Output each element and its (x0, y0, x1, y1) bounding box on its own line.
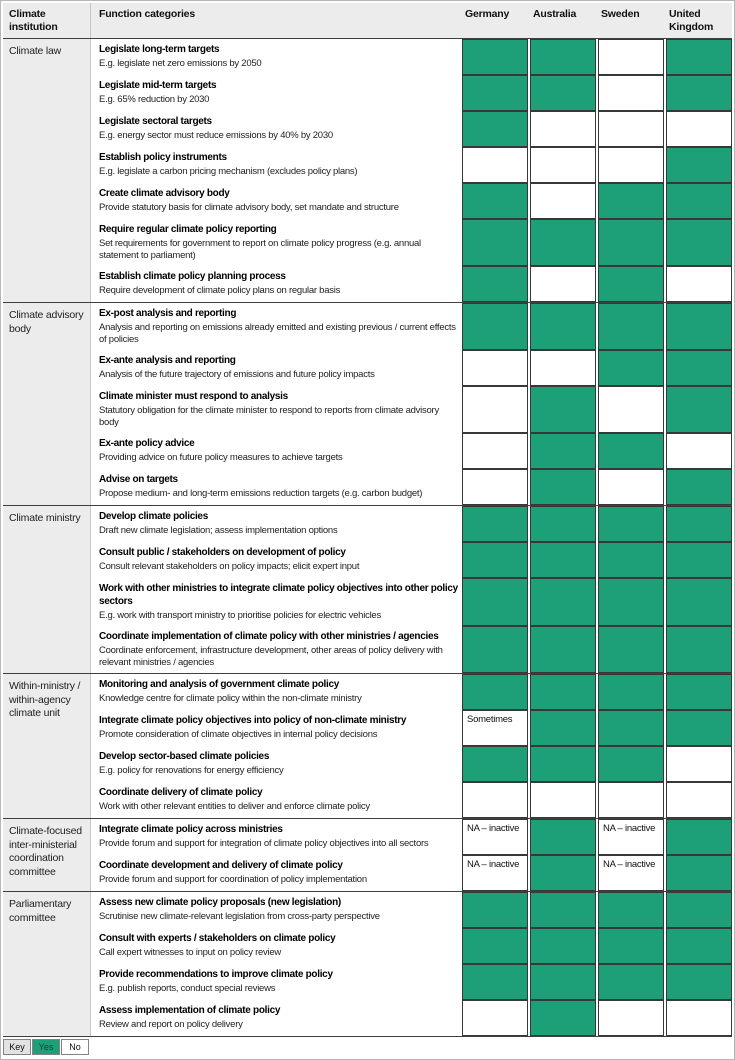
function-row (91, 819, 732, 855)
function-row (91, 39, 732, 75)
function-example: Providing advice on future policy measures to achieve targets (99, 452, 343, 463)
matrix-cell-australia (530, 1000, 596, 1036)
institution-label: Parliamentary committee (3, 892, 91, 1036)
matrix-cell-sweden (598, 183, 664, 219)
institution-label: Climate law (3, 39, 91, 302)
function-title: Provide recommendations to improve climate policy (99, 969, 333, 980)
function-title: Require regular climate policy reporting (99, 224, 277, 235)
matrix-cell-united-kingdom (666, 626, 732, 673)
section-rows (91, 819, 732, 891)
function-title: Legislate sectoral targets (99, 116, 212, 127)
matrix-cell-germany (462, 964, 528, 1000)
matrix-cell-united-kingdom (666, 39, 732, 75)
matrix-cell-united-kingdom (666, 266, 732, 302)
section-rows (91, 506, 732, 673)
function-row (91, 928, 732, 964)
matrix-cell-united-kingdom (666, 183, 732, 219)
matrix-cell-text: Sometimes (467, 714, 513, 725)
matrix-cell-united-kingdom (666, 855, 732, 891)
matrix-cell-united-kingdom (666, 469, 732, 505)
matrix-cell-germany (462, 710, 528, 746)
section-climate-focused-inter-ministerial-coordination-committee (3, 818, 732, 891)
function-row (91, 1000, 732, 1036)
legend-no-swatch: No (61, 1039, 89, 1055)
matrix-cell-text: NA – inactive (467, 823, 520, 834)
section-climate-law (3, 38, 732, 302)
function-cell (91, 892, 462, 928)
matrix-cell-united-kingdom (666, 782, 732, 818)
function-example: Provide forum and support for integration of climate policy objectives into all sectors (99, 838, 429, 849)
function-title: Monitoring and analysis of government climate policy (99, 679, 340, 690)
matrix-cell-sweden (598, 626, 664, 673)
function-title: Work with other ministries to integrate climate policy objectives into other policy sectors (99, 583, 458, 607)
column-header-function-categories: Function categories (99, 8, 195, 20)
matrix-cell-australia (530, 710, 596, 746)
matrix-cell-united-kingdom (666, 819, 732, 855)
column-header-australia: Australia (533, 8, 577, 20)
matrix-cell-united-kingdom (666, 892, 732, 928)
matrix-cell-sweden (598, 578, 664, 626)
function-title: Ex-post analysis and reporting (99, 308, 237, 319)
matrix-cell-germany (462, 433, 528, 469)
matrix-cell-australia (530, 855, 596, 891)
matrix-cell-germany (462, 183, 528, 219)
matrix-cell-germany (462, 578, 528, 626)
matrix-cell-germany (462, 626, 528, 673)
matrix-cell-australia (530, 819, 596, 855)
matrix-cell-sweden (598, 386, 664, 433)
matrix-cell-text: NA – inactive (603, 859, 656, 870)
matrix-cell-united-kingdom (666, 350, 732, 386)
matrix-cell-sweden (598, 433, 664, 469)
function-row (91, 147, 732, 183)
matrix-cell-australia (530, 782, 596, 818)
matrix-cell-germany (462, 782, 528, 818)
matrix-cell-australia (530, 674, 596, 710)
function-title: Legislate mid-term targets (99, 80, 217, 91)
function-cell (91, 928, 462, 964)
function-cell (91, 964, 462, 1000)
matrix-cell-text: NA – inactive (467, 859, 520, 870)
function-row (91, 674, 732, 710)
function-cell (91, 39, 462, 75)
matrix-cell-united-kingdom (666, 578, 732, 626)
matrix-cell-germany (462, 266, 528, 302)
function-row (91, 578, 732, 626)
function-row (91, 855, 732, 891)
matrix-cell-sweden (598, 782, 664, 818)
matrix-cell-germany (462, 674, 528, 710)
matrix-cell-germany (462, 350, 528, 386)
function-example: Consult relevant stakeholders on policy impacts; elicit expert input (99, 561, 360, 572)
function-row (91, 111, 732, 147)
matrix-cell-australia (530, 303, 596, 350)
function-title: Coordinate delivery of climate policy (99, 787, 263, 798)
matrix-cell-sweden (598, 506, 664, 542)
institution-label: Climate ministry (3, 506, 91, 673)
function-title: Climate minister must respond to analysis (99, 391, 288, 402)
legend (3, 1039, 732, 1055)
matrix-cell-united-kingdom (666, 746, 732, 782)
matrix-cell-australia (530, 39, 596, 75)
function-example: Require development of climate policy plans on regular basis (99, 285, 341, 296)
function-title: Advise on targets (99, 474, 178, 485)
function-example: Review and report on policy delivery (99, 1019, 243, 1030)
function-example: Draft new climate legislation; assess implementation options (99, 525, 338, 536)
matrix-cell-united-kingdom (666, 219, 732, 266)
matrix-cell-sweden (598, 75, 664, 111)
matrix-cell-australia (530, 892, 596, 928)
function-row (91, 746, 732, 782)
matrix-cell-germany (462, 39, 528, 75)
function-cell (91, 578, 462, 626)
function-title: Develop climate policies (99, 511, 208, 522)
function-cell (91, 819, 462, 855)
matrix-cell-text: NA – inactive (603, 823, 656, 834)
matrix-cell-united-kingdom (666, 433, 732, 469)
function-row (91, 710, 732, 746)
matrix-cell-united-kingdom (666, 964, 732, 1000)
matrix-cell-united-kingdom (666, 506, 732, 542)
matrix-cell-germany (462, 147, 528, 183)
legend-key-label: Key (3, 1039, 31, 1055)
function-title: Assess implementation of climate policy (99, 1005, 281, 1016)
matrix-cell-germany (462, 928, 528, 964)
function-row (91, 75, 732, 111)
function-example: Knowledge centre for climate policy within the non-climate ministry (99, 693, 362, 704)
function-title: Create climate advisory body (99, 188, 230, 199)
matrix-cell-germany (462, 542, 528, 578)
function-title: Establish policy instruments (99, 152, 227, 163)
function-row (91, 542, 732, 578)
function-example: E.g. work with transport ministry to prioritise policies for electric vehicles (99, 610, 381, 621)
function-cell (91, 266, 462, 302)
function-row (91, 626, 732, 673)
matrix-cell-australia (530, 350, 596, 386)
section-parliamentary-committee (3, 891, 732, 1036)
column-header-germany: Germany (465, 8, 510, 20)
function-example: E.g. legislate net zero emissions by 2050 (99, 58, 262, 69)
function-title: Develop sector-based climate policies (99, 751, 270, 762)
matrix-cell-sweden (598, 542, 664, 578)
matrix-cell-australia (530, 928, 596, 964)
function-cell (91, 183, 462, 219)
function-row (91, 892, 732, 928)
function-example: E.g. legislate a carbon pricing mechanism (excludes policy plans) (99, 166, 358, 177)
function-example: E.g. 65% reduction by 2030 (99, 94, 210, 105)
section-rows (91, 39, 732, 302)
matrix-cell-united-kingdom (666, 710, 732, 746)
matrix-cell-australia (530, 964, 596, 1000)
matrix-cell-germany (462, 111, 528, 147)
matrix-cell-united-kingdom (666, 386, 732, 433)
matrix-cell-germany (462, 892, 528, 928)
function-title: Integrate climate policy across ministries (99, 824, 283, 835)
function-cell (91, 710, 462, 746)
matrix-cell-australia (530, 506, 596, 542)
matrix-cell-germany (462, 469, 528, 505)
function-row (91, 469, 732, 505)
matrix-cell-australia (530, 626, 596, 673)
matrix-cell-germany (462, 219, 528, 266)
function-cell (91, 350, 462, 386)
function-cell (91, 674, 462, 710)
matrix-cell-united-kingdom (666, 147, 732, 183)
matrix-cell-sweden (598, 746, 664, 782)
function-example: Provide statutory basis for climate advisory body, set mandate and structure (99, 202, 399, 213)
matrix-cell-united-kingdom (666, 75, 732, 111)
function-row (91, 303, 732, 350)
section-rows (91, 674, 732, 818)
institution-label: Within-ministry / within-agency climate unit (3, 674, 91, 818)
function-cell (91, 782, 462, 818)
function-example: E.g. energy sector must reduce emissions by 40% by 2030 (99, 130, 333, 141)
function-example: Analysis of the future trajectory of emissions and future policy impacts (99, 369, 375, 380)
function-title: Ex-ante policy advice (99, 438, 195, 449)
matrix-cell-united-kingdom (666, 1000, 732, 1036)
matrix-cell-united-kingdom (666, 674, 732, 710)
matrix-cell-sweden (598, 892, 664, 928)
function-cell (91, 433, 462, 469)
function-example: Set requirements for government to report on climate policy progress (e.g. annual statement to parliament) (99, 238, 421, 261)
function-title: Coordinate implementation of climate policy with other ministries / agencies (99, 631, 439, 642)
matrix-cell-sweden (598, 710, 664, 746)
matrix-cell-australia (530, 183, 596, 219)
matrix-cell-sweden (598, 1000, 664, 1036)
function-cell (91, 542, 462, 578)
function-title: Ex-ante analysis and reporting (99, 355, 236, 366)
institution-label: Climate-focused inter-ministerial coordination committee (3, 819, 91, 891)
function-title: Integrate climate policy objectives into policy of non-climate ministry (99, 715, 407, 726)
legend-yes-swatch: Yes (32, 1039, 60, 1055)
matrix-cell-australia (530, 433, 596, 469)
function-cell (91, 746, 462, 782)
matrix-cell-australia (530, 75, 596, 111)
function-row (91, 433, 732, 469)
section-rows (91, 303, 732, 505)
table-header-row (3, 3, 732, 38)
function-example: Provide forum and support for coordination of policy implementation (99, 874, 367, 885)
matrix-cell-germany (462, 819, 528, 855)
matrix-cell-sweden (598, 266, 664, 302)
matrix-cell-germany (462, 75, 528, 111)
matrix-cell-germany (462, 506, 528, 542)
function-example: Promote consideration of climate objectives in internal policy decisions (99, 729, 378, 740)
section-climate-ministry (3, 505, 732, 673)
function-cell (91, 469, 462, 505)
function-cell (91, 386, 462, 433)
function-cell (91, 1000, 462, 1036)
function-row (91, 219, 732, 266)
matrix-cell-germany (462, 746, 528, 782)
function-title: Assess new climate policy proposals (new legislation) (99, 897, 341, 908)
matrix-cell-australia (530, 578, 596, 626)
section-climate-advisory-body (3, 302, 732, 505)
matrix-cell-australia (530, 147, 596, 183)
function-title: Legislate long-term targets (99, 44, 220, 55)
function-cell (91, 506, 462, 542)
function-title: Consult public / stakeholders on development of policy (99, 547, 346, 558)
function-title: Coordinate development and delivery of climate policy (99, 860, 343, 871)
function-row (91, 183, 732, 219)
matrix-cell-australia (530, 266, 596, 302)
matrix-cell-sweden (598, 928, 664, 964)
function-cell (91, 111, 462, 147)
function-row (91, 782, 732, 818)
function-example: Scrutinise new climate-relevant legislation from cross-party perspective (99, 911, 380, 922)
matrix-cell-germany (462, 1000, 528, 1036)
matrix-cell-australia (530, 469, 596, 505)
function-example: Statutory obligation for the climate minister to respond to reports from climate advisory body (99, 405, 439, 428)
matrix-cell-united-kingdom (666, 303, 732, 350)
function-row (91, 964, 732, 1000)
matrix-cell-sweden (598, 147, 664, 183)
matrix-cell-australia (530, 746, 596, 782)
function-example: Call expert witnesses to input on policy review (99, 947, 282, 958)
matrix-cell-sweden (598, 855, 664, 891)
matrix-cell-australia (530, 219, 596, 266)
matrix-cell-united-kingdom (666, 111, 732, 147)
function-title: Consult with experts / stakeholders on climate policy (99, 933, 336, 944)
matrix-cell-germany (462, 386, 528, 433)
function-row (91, 386, 732, 433)
matrix-cell-sweden (598, 819, 664, 855)
function-example: Analysis and reporting on emissions already emitted and existing previous / current effects of policies (99, 322, 456, 345)
matrix-cell-united-kingdom (666, 542, 732, 578)
section-rows (91, 892, 732, 1036)
function-row (91, 350, 732, 386)
function-cell (91, 219, 462, 266)
matrix-cell-germany (462, 303, 528, 350)
function-cell (91, 855, 462, 891)
matrix-cell-sweden (598, 303, 664, 350)
function-example: Work with other relevant entities to deliver and enforce climate policy (99, 801, 370, 812)
column-header-united-kingdom: United Kingdom (669, 8, 714, 33)
matrix-cell-sweden (598, 964, 664, 1000)
function-example: Coordinate enforcement, infrastructure development, other areas of policy delivery with relevant ministries / agencies (99, 645, 443, 668)
matrix-cell-united-kingdom (666, 928, 732, 964)
function-cell (91, 147, 462, 183)
function-cell (91, 75, 462, 111)
function-example: Propose medium- and long-term emissions reduction targets (e.g. carbon budget) (99, 488, 423, 499)
function-example: E.g. policy for renovations for energy efficiency (99, 765, 284, 776)
column-header-sweden: Sweden (601, 8, 640, 20)
table-body (3, 38, 732, 1037)
function-cell (91, 303, 462, 350)
matrix-cell-sweden (598, 469, 664, 505)
matrix-cell-australia (530, 386, 596, 433)
column-header-climate-institution: Climate institution (3, 3, 91, 38)
matrix-cell-germany (462, 855, 528, 891)
matrix-cell-sweden (598, 674, 664, 710)
section-within-ministry-within-agency-climate-unit (3, 673, 732, 818)
matrix-cell-sweden (598, 350, 664, 386)
matrix-cell-sweden (598, 111, 664, 147)
function-row (91, 506, 732, 542)
matrix-cell-sweden (598, 219, 664, 266)
function-row (91, 266, 732, 302)
matrix-cell-australia (530, 111, 596, 147)
institution-label: Climate advisory body (3, 303, 91, 505)
function-title: Establish climate policy planning process (99, 271, 286, 282)
matrix-cell-australia (530, 542, 596, 578)
matrix-cell-sweden (598, 39, 664, 75)
function-cell (91, 626, 462, 673)
function-example: E.g. publish reports, conduct special reviews (99, 983, 276, 994)
